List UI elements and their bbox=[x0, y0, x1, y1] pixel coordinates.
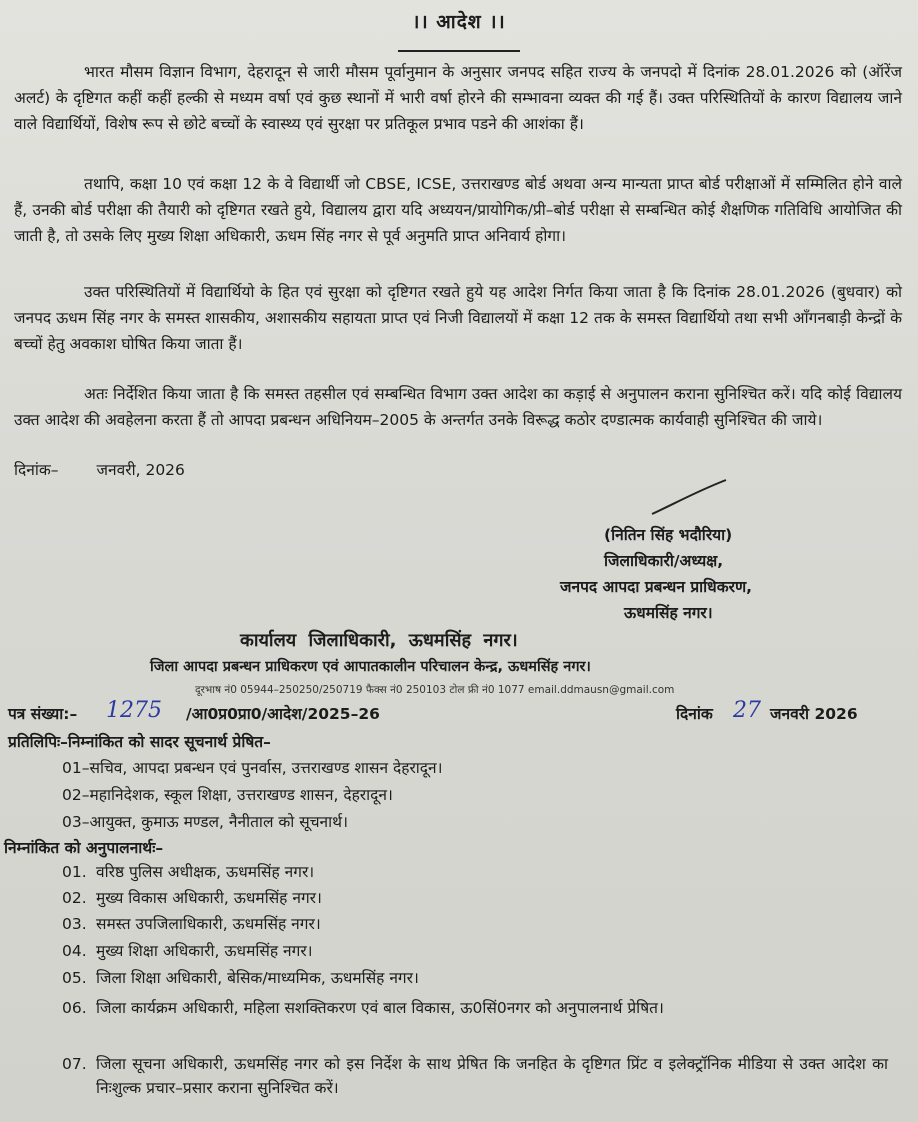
paragraph-compliance-directive: अतः निर्देशित किया जाता है कि समस्त तहसील एवं सम्बन्धित विभाग उक्त आदेश का कड़ाई से अनुपालन कराना सुनिश्चित करें। यदि कोई विद्यालय उक्त आदेश की अवहेलना करता हैं तो आपदा प्रबन्धन अधिनियम–2005 के अन्तर्गत उनके विरूद्ध कठोर दण्डात्मक कार्यवाही सुनिश्चित की जाये। bbox=[14, 385, 902, 429]
title-underline bbox=[398, 50, 520, 52]
compliance-item-text: जिला कार्यक्रम अधिकारी, महिला सशक्तिकरण एवं बाल विकास, ऊ0सिं0नगर को अनुपालनार्थ प्रेषित। bbox=[96, 999, 664, 1017]
copy-to-heading: प्रतिलिपिः–निम्नांकित को सादर सूचनार्थ प्रेषित– bbox=[8, 733, 271, 751]
office-contact: दूरभाष नं0 05944–250250/250719 फैक्स नं0 250103 टोल फ्री नं0 1077 email.ddmausn@gmail.com bbox=[195, 684, 675, 696]
compliance-item-text: मुख्य शिक्षा अधिकारी, ऊधमसिंह नगर। bbox=[96, 942, 313, 960]
signatory-place: ऊधमसिंह नगर। bbox=[624, 604, 713, 622]
order-date-value: जनवरी, 2026 bbox=[96, 461, 185, 479]
compliance-item-number: 03. bbox=[62, 915, 87, 933]
document-title: ।। आदेश ।। bbox=[412, 11, 506, 33]
compliance-item-number: 04. bbox=[62, 942, 87, 960]
compliance-item-number: 06. bbox=[62, 999, 87, 1017]
compliance-item bbox=[62, 1052, 888, 1100]
copy-to-item: 02–महानिदेशक, स्कूल शिक्षा, उत्तराखण्ड शासन, देहरादून। bbox=[62, 786, 393, 804]
compliance-item-text: वरिष्ठ पुलिस अधीक्षक, ऊधमसिंह नगर। bbox=[96, 863, 315, 881]
compliance-item bbox=[62, 860, 888, 884]
compliance-item-number: 07. bbox=[62, 1055, 87, 1073]
compliance-item-text: समस्त उपजिलाधिकारी, ऊधमसिंह नगर। bbox=[96, 915, 321, 933]
compliance-item bbox=[62, 996, 888, 1020]
compliance-item-text: जिला सूचना अधिकारी, ऊधमसिंह नगर को इस निर्देश के साथ प्रेषित कि जनहित के दृष्टिगत प्रिंट व इलेक्ट्रॉनिक मीडिया से उक्त आदेश का निःशुल्क प्रचार–प्रसार कराना सुनिश्चित करें। bbox=[96, 1055, 888, 1097]
letter-reference: /आ0प्र0प्रा0/आदेश/2025–26 bbox=[186, 705, 380, 723]
signatory-block bbox=[560, 522, 860, 626]
order-date-line bbox=[14, 458, 185, 480]
order-date-label: दिनांक– bbox=[14, 461, 59, 479]
signature-stroke bbox=[650, 478, 730, 518]
paragraph-weather-forecast: भारत मौसम विज्ञान विभाग, देहरादून से जारी मौसम पूर्वानुमान के अनुसार जनपद सहित राज्य के जनपदो में दिनांक 28.01.2026 को (ऑरेंज अलर्ट) के दृष्टिगत कहीं कहीं हल्की से मध्यम वर्षा एवं कुछ स्थानों में भारी वर्षा होरने की सम्भावना व्यक्त की गई हैं। उक्त परिस्थितियों के कारण विद्यालय जाने वाले विद्यार्थियों, विशेष रूप से छोटे बच्चों के स्वास्थ्य एवं सुरक्षा पर प्रतिकूल प्रभाव पडने की आशंका हैं। bbox=[14, 63, 902, 133]
compliance-item bbox=[62, 966, 888, 990]
compliance-item-number: 05. bbox=[62, 969, 87, 987]
copy-to-item: 01–सचिव, आपदा प्रबन्धन एवं पुनर्वास, उत्तराखण्ड शासन देहरादून। bbox=[62, 759, 443, 777]
letter-number-label: पत्र संख्या:– bbox=[8, 705, 78, 723]
office-subtitle: जिला आपदा प्रबन्धन प्राधिकरण एवं आपातकालीन परिचालन केन्द्र, ऊधमसिंह नगर। bbox=[150, 659, 591, 675]
signatory-authority: जनपद आपदा प्रबन्धन प्राधिकरण, bbox=[560, 578, 753, 596]
compliance-item-number: 01. bbox=[62, 863, 87, 881]
compliance-heading: निम्नांकित को अनुपालनार्थः– bbox=[4, 839, 164, 857]
letter-date-handwritten: 27 bbox=[733, 698, 761, 723]
paragraph-holiday-declaration: उक्त परिस्थितियों में विद्यार्थियो के हित एवं सुरक्षा को दृष्टिगत रखते हुये यह आदेश निर्गत किया जाता है कि दिनांक 28.01.2026 (बुधवार) को जनपद ऊधम सिंह नगर के समस्त शासकीय, अशासकीय सहायता प्राप्त एवं निजी विद्यालयों में कक्षा 12 तक के समस्त विद्यार्थियो तथा सभी आँगनबाड़ी केन्द्रों के बच्चों हेतु अवकाश घोषित किया जाता हैं। bbox=[14, 283, 902, 353]
signatory-designation: जिलाधिकारी/अध्यक्ष, bbox=[604, 552, 724, 570]
office-title: कार्यालय जिलाधिकारी, ऊधमसिंह नगर। bbox=[240, 630, 518, 651]
compliance-item bbox=[62, 886, 888, 910]
letter-date-rest: जनवरी 2026 bbox=[770, 705, 858, 723]
letter-number-handwritten: 1275 bbox=[106, 698, 162, 723]
paragraph-board-exam-students: तथापि, कक्षा 10 एवं कक्षा 12 के वे विद्यार्थी जो CBSE, ICSE, उत्तराखण्ड बोर्ड अथवा अन्य मान्यता प्राप्त बोर्ड परीक्षाओं में सम्मिलित होने वाले हैं, उनकी बोर्ड परीक्षा की तैयारी को दृष्टिगत रखते हुये, विद्यालय द्वारा यदि अध्ययन/प्रायोगिक/प्री–बोर्ड परीक्षा से सम्बन्धित कोई शैक्षणिक गतिविधि आयोजित की जाती है, तो उसके लिए मुख्य शिक्षा अधिकारी, ऊधम सिंह नगर से पूर्व अनुमति प्राप्त अनिवार्य होगा। bbox=[14, 175, 902, 245]
letter-date-label: दिनांक bbox=[676, 705, 713, 723]
compliance-item bbox=[62, 939, 888, 963]
signatory-name: (नितिन सिंह भदौरिया) bbox=[604, 526, 733, 544]
compliance-item-text: मुख्य विकास अधिकारी, ऊधमसिंह नगर। bbox=[96, 889, 322, 907]
compliance-item-number: 02. bbox=[62, 889, 87, 907]
compliance-item bbox=[62, 912, 888, 936]
copy-to-item: 03–आयुक्त, कुमाऊ मण्डल, नैनीताल को सूचनार्थ। bbox=[62, 813, 348, 831]
compliance-item-text: जिला शिक्षा अधिकारी, बेसिक/माध्यमिक, ऊधमसिंह नगर। bbox=[96, 969, 419, 987]
